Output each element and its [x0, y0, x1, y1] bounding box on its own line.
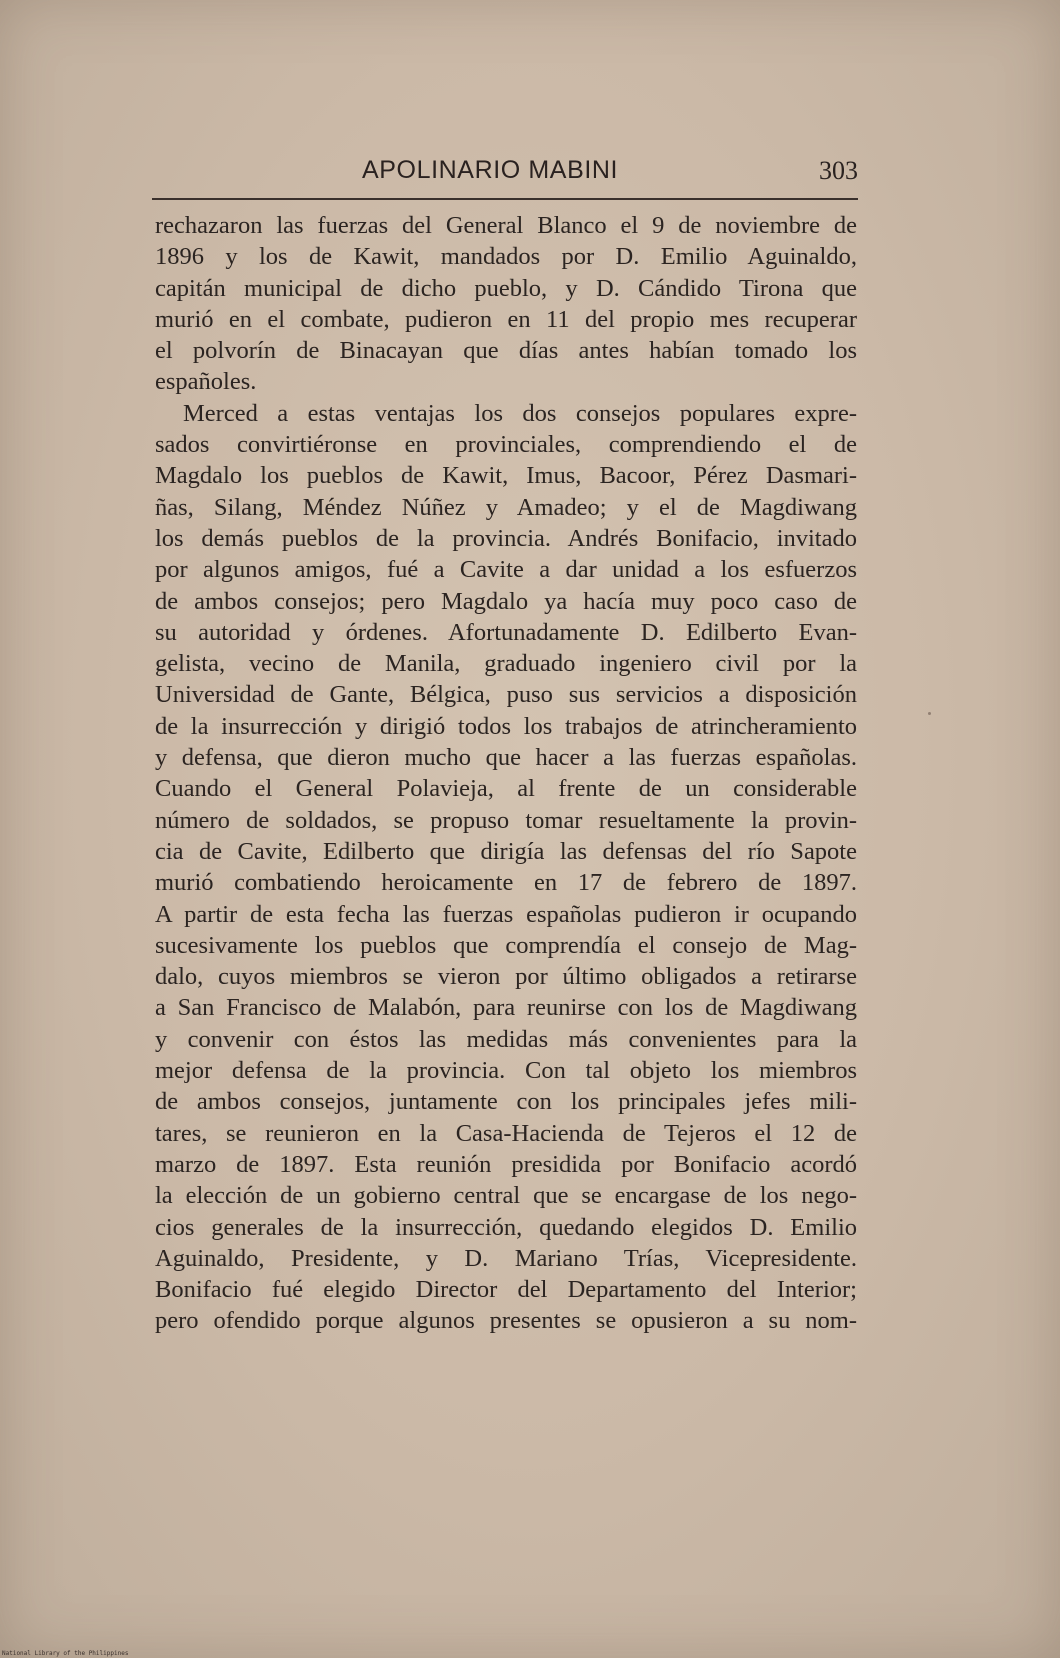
- text-line: de ambos consejos; pero Magdalo ya hacía muy poco caso de: [155, 587, 857, 615]
- text-line: pero ofendido porque algunos presentes se opusieron a su nom-: [155, 1307, 857, 1335]
- text-line: capitán municipal de dicho pueblo, y D. Cándido Tirona que: [155, 274, 857, 302]
- text-line: y defensa, que dieron mucho que hacer a las fuerzas españolas.: [155, 744, 857, 772]
- paper-speck: [928, 712, 931, 715]
- text-line: cia de Cavite, Edilberto que dirigía las defensas del río Sapote: [155, 837, 857, 865]
- text-line: Bonifacio fué elegido Director del Departamento del Interior;: [155, 1276, 857, 1304]
- text-line: sucesivamente los pueblos que comprendía el consejo de Mag-: [155, 931, 857, 959]
- text-line: los demás pueblos de la provincia. Andrés Bonifacio, invitado: [155, 524, 857, 552]
- text-line: Universidad de Gante, Bélgica, puso sus servicios a disposición: [155, 681, 857, 709]
- text-line: sados convirtiéronse en provinciales, comprendiendo el de: [155, 431, 857, 459]
- text-line: españoles.: [155, 368, 257, 396]
- text-line: por algunos amigos, fué a Cavite a dar unidad a los esfuerzos: [155, 556, 857, 584]
- body-text: [155, 210, 857, 1337]
- text-line: dalo, cuyos miembros se vieron por último obligados a retirarse: [155, 963, 857, 991]
- text-line: murió en el combate, pudieron en 11 del propio mes recuperar: [155, 305, 857, 333]
- text-line: 1896 y los de Kawit, mandados por D. Emilio Aguinaldo,: [155, 243, 857, 271]
- paragraph-2: [155, 398, 857, 1337]
- library-watermark: National Library of the Philippines: [2, 1650, 129, 1657]
- text-line: gelista, vecino de Manila, graduado ingeniero civil por la: [155, 650, 857, 678]
- text-line: cios generales de la insurrección, quedando elegidos D. Emilio: [155, 1213, 857, 1241]
- text-line: la elección de un gobierno central que se encargase de los nego-: [155, 1182, 857, 1210]
- text-line: y convenir con éstos las medidas más convenientes para la: [155, 1025, 857, 1053]
- text-line: tares, se reunieron en la Casa-Hacienda de Tejeros el 12 de: [155, 1119, 857, 1147]
- text-line: su autoridad y órdenes. Afortunadamente D. Edilberto Evan-: [155, 618, 857, 646]
- text-line: el polvorín de Binacayan que días antes habían tomado los: [155, 337, 857, 365]
- text-line: marzo de 1897. Esta reunión presidida por Bonifacio acordó: [155, 1150, 857, 1178]
- running-header: [152, 152, 858, 198]
- text-line: de la insurrección y dirigió todos los trabajos de atrincheramiento: [155, 712, 857, 740]
- running-header-title: APOLINARIO MABINI: [362, 156, 619, 184]
- text-line: A partir de esta fecha las fuerzas españolas pudieron ir ocupando: [155, 900, 857, 928]
- text-line: Merced a estas ventajas los dos consejos populares expre-: [183, 399, 857, 427]
- text-line: de ambos consejos, juntamente con los principales jefes mili-: [155, 1088, 857, 1116]
- text-line: a San Francisco de Malabón, para reunirse con los de Magdiwang: [155, 994, 857, 1022]
- page-number: 303: [819, 156, 858, 185]
- text-line: mejor defensa de la provincia. Con tal objeto los miembros: [155, 1057, 857, 1085]
- text-line: Aguinaldo, Presidente, y D. Mariano Trías, Vicepresidente.: [155, 1244, 857, 1272]
- text-line: rechazaron las fuerzas del General Blanco el 9 de noviembre de: [155, 212, 857, 239]
- text-line: número de soldados, se propuso tomar resueltamente la provin-: [155, 806, 857, 834]
- text-line: murió combatiendo heroicamente en 17 de febrero de 1897.: [155, 869, 857, 897]
- header-rule: [152, 198, 858, 200]
- text-line: Magdalo los pueblos de Kawit, Imus, Bacoor, Pérez Dasmari-: [155, 462, 857, 490]
- paragraph-1: [155, 210, 857, 398]
- text-line: Cuando el General Polavieja, al frente de un considerable: [155, 775, 857, 803]
- text-line: ñas, Silang, Méndez Núñez y Amadeo; y el de Magdiwang: [155, 493, 857, 521]
